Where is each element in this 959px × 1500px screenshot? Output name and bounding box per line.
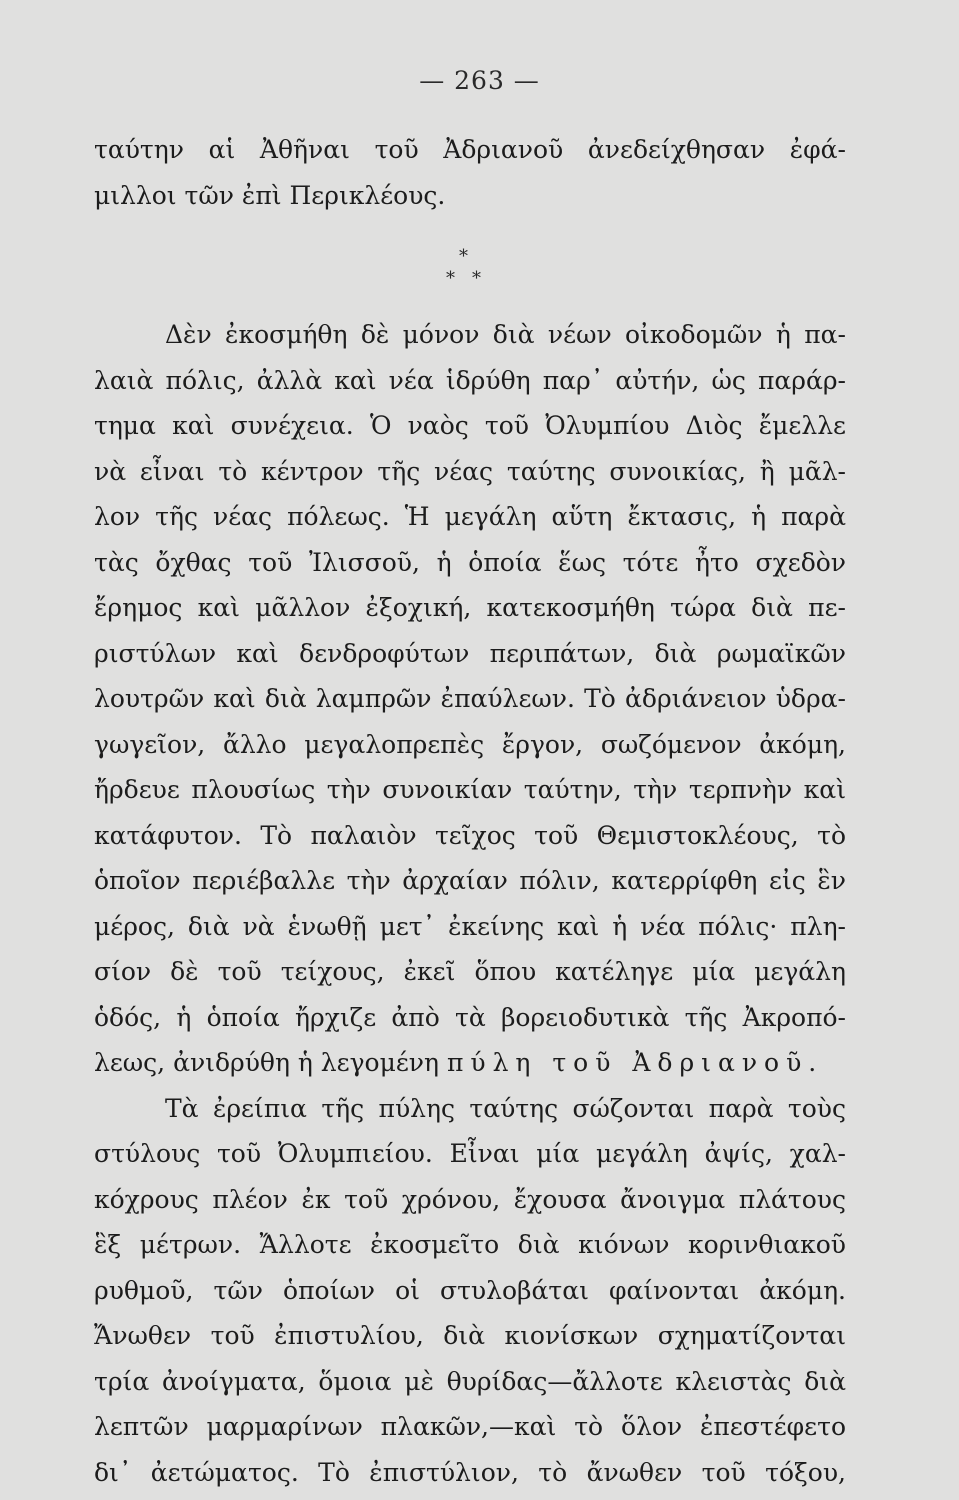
text-line: Τὰ ἐρείπια τῆς πύλης ταύτης σώζονται παρὰ τοὺς (165, 1093, 846, 1123)
page-number: — 263 — (419, 66, 540, 95)
text-line: ταύτην αἱ Ἀθῆναι τοῦ Ἀδριανοῦ ἀνεδείχθησαν ἐφά- (94, 135, 846, 164)
asterism-star: * (446, 268, 455, 289)
text-line: μιλλοι τῶν ἐπὶ Περικλέους. (94, 180, 446, 210)
paragraph-continuation (94, 127, 846, 218)
text-line: τρία ἀνοίγματα, ὅμοια μὲ θυρίδας—ἄλλοτε κλειστὰς διὰ (94, 1366, 846, 1396)
asterism-star: * (459, 246, 468, 267)
text-line: ρυθμοῦ, τῶν ὁποίων οἱ στυλοβάται φαίνονται ἀκόμη. (94, 1275, 846, 1305)
text-line: Δὲν ἐκοσμήθη δὲ μόνον διὰ νέων οἰκοδομῶν ἡ πα- (165, 320, 846, 349)
text-line: ριστύλων καὶ δενδροφύτων περιπάτων, διὰ ρωμαϊκῶν (94, 638, 846, 668)
text-line: σίον δὲ τοῦ τείχους, ἐκεῖ ὅπου κατέληγε μία μεγάλη (94, 957, 846, 986)
text-line: ὁποῖον περιέβαλλε τὴν ἀρχαίαν πόλιν, κατερρίφθη εἰς ἓν (94, 866, 846, 895)
text-line: ὁδός, ἡ ὁποία ἤρχιζε ἀπὸ τὰ βορειοδυτικὰ τῆς Ἀκροπό- (94, 1002, 846, 1032)
text-line: κατάφυτον. Τὸ παλαιὸν τεῖχος τοῦ Θεμιστοκλέους, τὸ (94, 820, 846, 850)
text-line: τημα καὶ συνέχεια. Ὁ ναὸς τοῦ Ὀλυμπίου Διὸς ἔμελλε (94, 411, 846, 440)
text-line: δι᾽ ἀετώματος. Τὸ ἐπιστύλιον, τὸ ἄνωθεν τοῦ τόξου, (94, 1457, 846, 1487)
text-line: λεπτῶν μαρμαρίνων πλακῶν,—καὶ τὸ ὅλον ἐπεστέφετο (94, 1412, 846, 1441)
text-line: ἓξ μέτρων. Ἄλλοτε ἐκοσμεῖτο διὰ κιόνων κορινθιακοῦ (94, 1230, 846, 1259)
text-line: νὰ εἶναι τὸ κέντρον τῆς νέας ταύτης συνοικίας, ἢ μᾶλ- (94, 456, 846, 486)
text-segment: λεως, ἀνιδρύθη ἡ λεγομένη (94, 1048, 439, 1077)
text-line: γωγεῖον, ἄλλο μεγαλοπρεπὲς ἔργον, σωζόμενον ἀκόμη, (94, 729, 846, 759)
text-line: λον τῆς νέας πόλεως. Ἡ μεγάλη αὕτη ἔκτασις, ἡ παρὰ (94, 502, 846, 531)
text-line: στύλους τοῦ Ὀλυμπιείου. Εἶναι μία μεγάλη ἀψίς, χαλ- (94, 1139, 846, 1168)
text-line: Ἄνωθεν τοῦ ἐπιστυλίου, διὰ κιονίσκων σχηματίζονται (94, 1321, 846, 1350)
text-line: λουτρῶν καὶ διὰ λαμπρῶν ἐπαύλεων. Τὸ ἀδριάνειον ὑδρα- (94, 684, 846, 713)
text-line (94, 1040, 846, 1086)
text-line: ἤρδευε πλουσίως τὴν συνοικίαν ταύτην, τὴν τερπνὴν καὶ (94, 775, 846, 804)
text-line: ἔρημος καὶ μᾶλλον ἐξοχική, κατεκοσμήθη τώρα διὰ πε- (94, 593, 846, 622)
section-separator-asterism (446, 248, 486, 294)
text-line: μέρος, διὰ νὰ ἑνωθῇ μετ᾽ ἐκείνης καὶ ἡ νέα πόλις· πλη- (94, 911, 846, 941)
text-line: λαιὰ πόλις, ἀλλὰ καὶ νέα ἱδρύθη παρ᾽ αὐτήν, ὡς παράρ- (94, 365, 846, 395)
main-text (94, 312, 846, 1495)
spaced-emphasis-text: πύλη τοῦ Ἀδριανοῦ. (446, 1048, 824, 1077)
text-line: κόχρους πλέον ἐκ τοῦ χρόνου, ἔχουσα ἄνοιγμα πλάτους (94, 1184, 846, 1214)
text-line: τὰς ὄχθας τοῦ Ἰλισσοῦ, ἡ ὁποία ἕως τότε ἦτο σχεδὸν (94, 547, 846, 577)
asterism-star: * (472, 268, 481, 289)
